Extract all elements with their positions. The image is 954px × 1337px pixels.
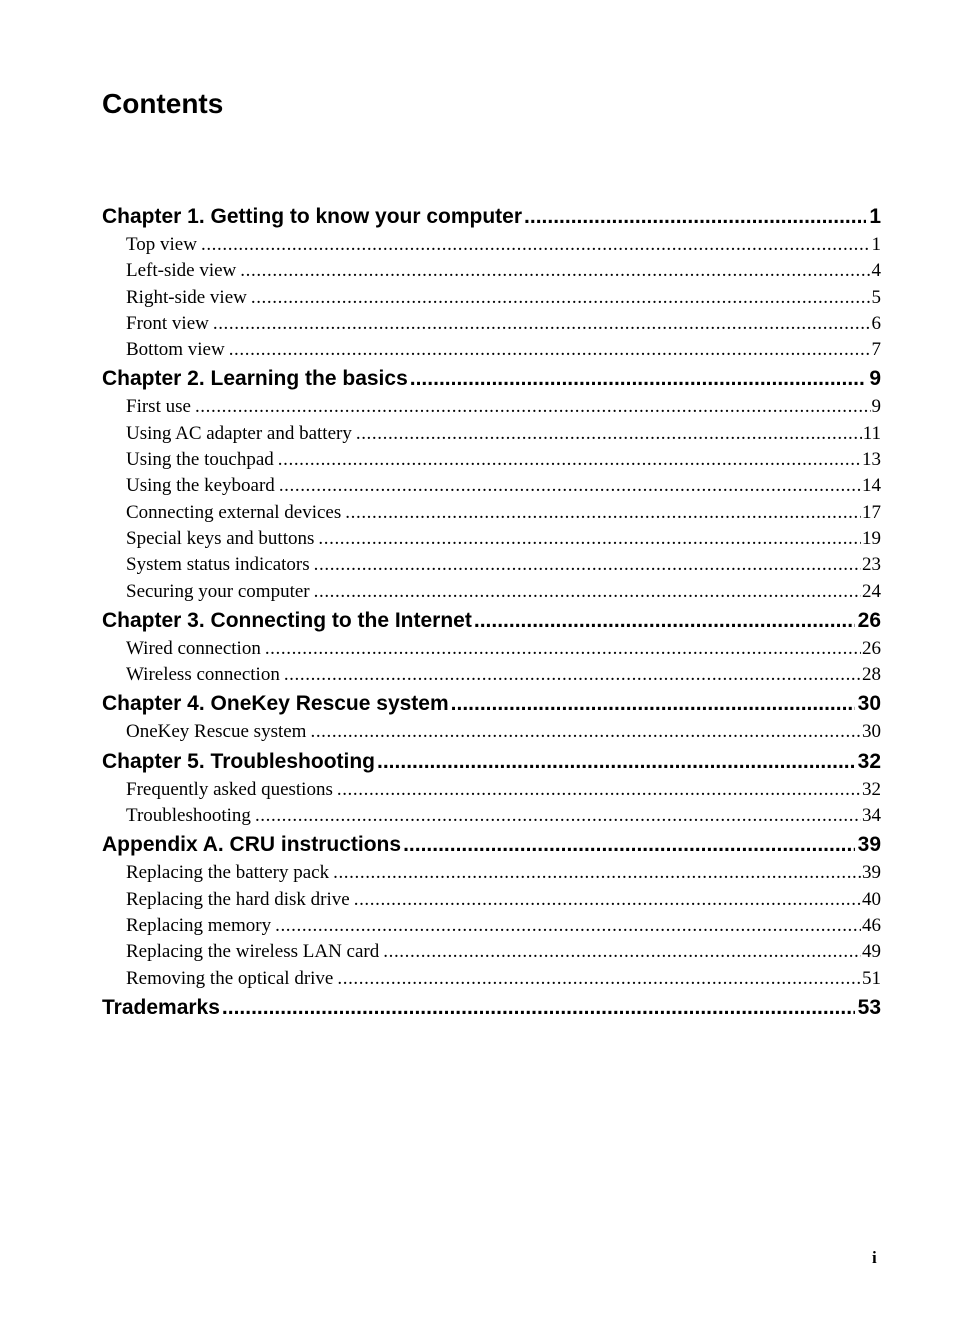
toc-chapter-chapter-2-learning-the-basics[interactable]: [102, 364, 881, 394]
dot-leader: [383, 939, 861, 965]
toc-entry-title: Connecting external devices: [126, 501, 342, 523]
dot-leader: [524, 202, 866, 232]
dot-leader: [333, 860, 861, 886]
toc-entry-title: Chapter 4. OneKey Rescue system: [102, 692, 449, 716]
toc-entry-title: Right-side view: [126, 286, 247, 308]
toc-entry-page-number: 40: [862, 888, 881, 910]
dot-leader: [310, 719, 861, 745]
toc-section-wireless-connection[interactable]: [102, 662, 881, 688]
toc-section-top-view[interactable]: [102, 232, 881, 258]
toc-entry-page-number: 4: [871, 260, 881, 282]
toc-section-first-use[interactable]: [102, 394, 881, 420]
dot-leader: [337, 777, 861, 803]
toc-entry-title: Trademarks: [102, 995, 220, 1019]
toc-entry-title: OneKey Rescue system: [126, 721, 307, 743]
dot-leader: [354, 887, 861, 913]
toc-section-using-ac-adapter-and-battery[interactable]: [102, 421, 881, 447]
dot-leader: [377, 747, 855, 777]
dot-leader: [337, 966, 861, 992]
toc-entry-page-number: 30: [862, 721, 881, 743]
toc-entry-title: Chapter 5. Troubleshooting: [102, 749, 376, 773]
dot-leader: [255, 803, 861, 829]
toc-section-troubleshooting[interactable]: [102, 803, 881, 829]
toc-entry-page-number: 39: [857, 833, 881, 857]
toc-entry-page-number: 23: [862, 554, 881, 576]
toc-entry-page-number: 1: [869, 205, 881, 228]
dot-leader: [201, 232, 871, 258]
dot-leader: [195, 394, 871, 420]
dot-leader: [213, 311, 871, 337]
dot-leader: [318, 526, 861, 552]
toc-entry-page-number: 49: [862, 941, 881, 963]
toc-chapter-chapter-3-connecting-to-the-internet[interactable]: [102, 606, 881, 636]
toc-section-replacing-the-battery-pack[interactable]: [102, 860, 881, 886]
toc-entry-page-number: 28: [862, 664, 881, 686]
toc-section-left-side-view[interactable]: [102, 258, 881, 284]
toc-entry-title: Appendix A. CRU instructions: [102, 833, 402, 857]
toc-entry-title: Special keys and buttons: [126, 527, 315, 549]
toc-entry-title: Bottom view: [126, 339, 225, 361]
toc-entry-title: Using the touchpad: [126, 449, 274, 471]
dot-leader: [356, 421, 862, 447]
toc-entry-title: Replacing memory: [126, 914, 272, 936]
toc-entry-title: First use: [126, 396, 191, 418]
toc-entry-title: Troubleshooting: [126, 805, 251, 827]
toc-entry-title: Chapter 2. Learning the basics: [102, 367, 408, 391]
toc-entry-page-number: 7: [871, 339, 881, 361]
toc-entry-page-number: 11: [862, 422, 881, 444]
toc-chapter-chapter-5-troubleshooting[interactable]: [102, 747, 881, 777]
toc-entry-page-number: 9: [869, 367, 881, 391]
dot-leader: [240, 258, 870, 284]
toc-section-special-keys-and-buttons[interactable]: [102, 526, 881, 552]
toc-entry-page-number: 32: [857, 749, 881, 773]
toc-entry-title: Frequently asked questions: [126, 778, 333, 800]
toc-entry-page-number: 34: [862, 805, 881, 827]
toc-entry-title: Replacing the hard disk drive: [126, 888, 350, 910]
toc-entry-page-number: 5: [871, 286, 881, 308]
dot-leader: [278, 447, 861, 473]
toc-section-connecting-external-devices[interactable]: [102, 500, 881, 526]
dot-leader: [265, 636, 861, 662]
toc-section-replacing-memory[interactable]: [102, 913, 881, 939]
toc-section-onekey-rescue-system[interactable]: [102, 719, 881, 745]
toc-section-using-the-keyboard[interactable]: [102, 473, 881, 499]
toc-entry-title: System status indicators: [126, 554, 310, 576]
toc-section-frequently-asked-questions[interactable]: [102, 777, 881, 803]
toc-section-system-status-indicators[interactable]: [102, 552, 881, 578]
toc-entry-page-number: 9: [871, 396, 881, 418]
dot-leader: [251, 285, 871, 311]
toc-section-replacing-the-wireless-lan-card[interactable]: [102, 939, 881, 965]
toc-entry-title: Using AC adapter and battery: [126, 422, 352, 444]
toc-entry-title: Front view: [126, 312, 209, 334]
toc-entry-page-number: 51: [862, 967, 881, 989]
dot-leader: [345, 500, 861, 526]
dot-leader: [451, 689, 855, 719]
table-of-contents: [102, 202, 881, 1023]
toc-section-front-view[interactable]: [102, 311, 881, 337]
toc-entry-page-number: 30: [857, 692, 881, 716]
toc-entry-page-number: 53: [857, 995, 881, 1019]
toc-chapter-trademarks[interactable]: [102, 993, 881, 1023]
toc-entry-page-number: 32: [862, 778, 881, 800]
toc-entry-title: Left-side view: [126, 260, 237, 282]
toc-entry-page-number: 26: [862, 637, 881, 659]
toc-entry-page-number: 19: [862, 527, 881, 549]
toc-entry-page-number: 1: [871, 234, 881, 255]
toc-section-wired-connection[interactable]: [102, 636, 881, 662]
toc-section-right-side-view[interactable]: [102, 285, 881, 311]
dot-leader: [474, 606, 855, 636]
toc-entry-title: Using the keyboard: [126, 475, 275, 497]
toc-entry-title: Wired connection: [126, 637, 261, 659]
toc-chapter-chapter-1-getting-to-know-your-computer[interactable]: [102, 202, 881, 232]
dot-leader: [410, 364, 867, 394]
toc-entry-page-number: 39: [862, 862, 881, 884]
toc-chapter-chapter-4-onekey-rescue-system[interactable]: [102, 689, 881, 719]
dot-leader: [314, 579, 861, 605]
dot-leader: [284, 662, 861, 688]
toc-entry-title: Replacing the battery pack: [126, 862, 330, 884]
toc-entry-title: Chapter 1. Getting to know your computer: [102, 205, 523, 228]
page-title: Contents: [102, 88, 224, 119]
toc-entry-title: Chapter 3. Connecting to the Internet: [102, 608, 472, 632]
page-number: i: [872, 1248, 877, 1267]
toc-section-securing-your-computer[interactable]: [102, 579, 881, 605]
dot-leader: [279, 473, 861, 499]
toc-entry-page-number: 26: [857, 608, 881, 632]
toc-section-removing-the-optical-drive[interactable]: [102, 966, 881, 992]
dot-leader: [403, 830, 855, 860]
toc-section-bottom-view[interactable]: [102, 337, 881, 363]
toc-entry-page-number: 14: [862, 475, 881, 497]
toc-entry-page-number: 17: [862, 501, 881, 523]
toc-section-replacing-the-hard-disk-drive[interactable]: [102, 887, 881, 913]
toc-entry-page-number: 24: [862, 580, 881, 602]
dot-leader: [229, 337, 871, 363]
toc-section-using-the-touchpad[interactable]: [102, 447, 881, 473]
dot-leader: [275, 913, 861, 939]
toc-entry-title: Replacing the wireless LAN card: [126, 941, 380, 963]
dot-leader: [222, 993, 855, 1023]
toc-entry-title: Removing the optical drive: [126, 967, 334, 989]
dot-leader: [314, 552, 861, 578]
toc-entry-title: Wireless connection: [126, 664, 280, 686]
toc-entry-page-number: 13: [862, 449, 881, 471]
toc-entry-title: Top view: [126, 234, 197, 255]
toc-chapter-appendix-a-cru-instructions[interactable]: [102, 830, 881, 860]
toc-entry-page-number: 46: [862, 914, 881, 936]
toc-entry-title: Securing your computer: [126, 580, 310, 602]
toc-entry-page-number: 6: [871, 312, 881, 334]
